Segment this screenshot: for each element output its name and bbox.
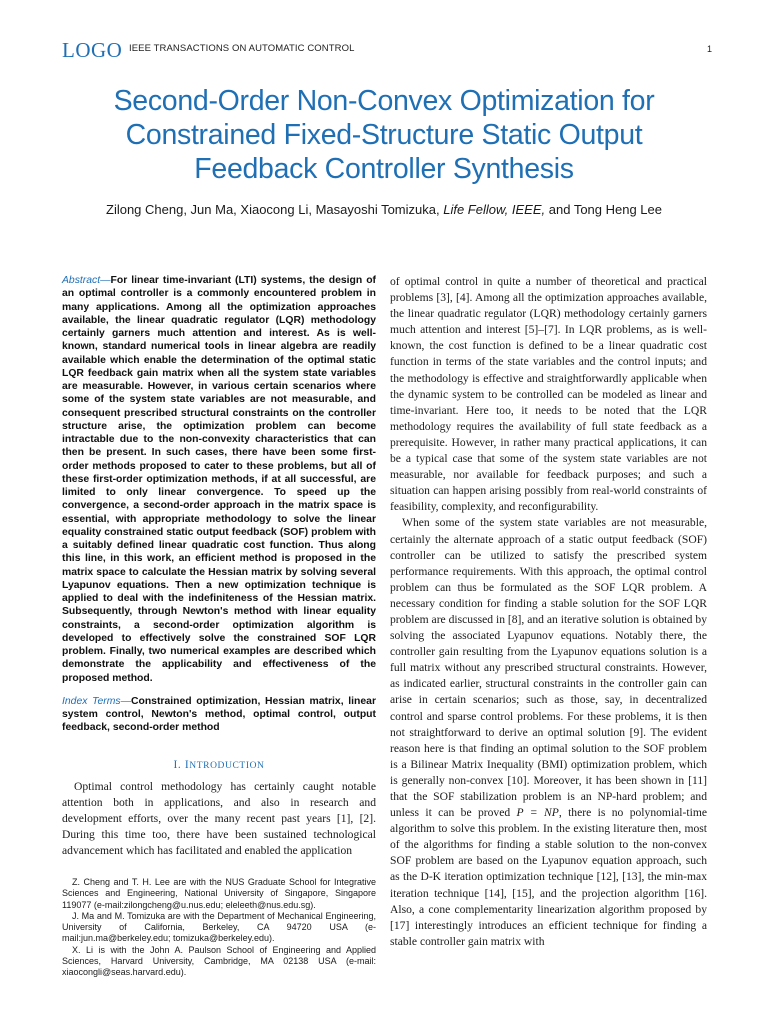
- abstract: [62, 274, 376, 685]
- body-text: When some of the system state variables are not measurable, certainly the alternate approach of a static output feedback (SOF) controller can be utilized to satisfy the prescribed system performance requirements. With this approach, the optimal control problem can thus be formulated as the SOF LQR problem. A necessary condition for finding a stable solution for the SOF LQR problem are discussed in [8], and an iterative solution is obtained by solving the associated Lyapunov equations. Notably there, the controller gain resulting from the Lyapunov equations solution is a full matrix without any prescribed structural constraints. However, as indicated earlier, structural constraints in the controller gain can arise in certain scenarios; such as those, say, in decentralized control and sparse control problems. For these problems, it is then not straightforward to derive an optimal solution [9]. The evident reason here is that finding an optimal solution to the SOF problem is a Bilinear Matrix Inequality (BMI) optimization problem, which is generally non-convex [10]. Moreover, it has been shown in [11] that the SOF stabilization problem is an NP-hard problem; and unless it can be proved: [390, 516, 707, 820]
- footnote: J. Ma and M. Tomizuka are with the Department of Mechanical Engineering, University of California, Berkeley, CA 94720 USA (e-mail:jun.ma@berkeley.edu; tomizuka@berkeley.edu).: [62, 910, 376, 944]
- title-line: Feedback Controller Synthesis: [194, 153, 574, 185]
- section-heading-introduction: [62, 759, 376, 771]
- author-last: and Tong Heng Lee: [548, 202, 662, 217]
- paper-title: [40, 84, 728, 186]
- section-title-rest: NTRODUCTION: [189, 760, 265, 771]
- body-text: , there is no polynomial-time algorithm to solve this problem. In the existing literature then, most of the algorithms for finding a stable solution to the non-convex SOF problem are based on the Lyapunov equation approach, such as the D-K iteration optimization technique [12], [13], the min-max iteration technique [14], [15], and the projection algorithm [16]. Also, a cone complementarity linearization algorithm proposed by [17] interestingly introduces an efficient technique for finding a stable controller gain matrix with: [390, 806, 707, 948]
- title-line: Constrained Fixed-Structure Static Output: [125, 119, 643, 151]
- abstract-heading: Abstract—: [62, 275, 111, 286]
- author-list: [40, 202, 728, 217]
- body-paragraph: [390, 515, 707, 950]
- right-column: [390, 274, 707, 950]
- title-line: Second-Order Non-Convex Optimization for: [113, 85, 655, 117]
- index-terms-heading: Index Terms—: [62, 695, 131, 707]
- page-number: 1: [706, 44, 712, 54]
- intro-paragraph: Optimal control methodology has certainly caught notable attention both in applications, and also in research and development efforts, over the many recent past years [1], [2]. During this time too, there have been sustained technological advancement which has facilitated and enabled the application: [62, 779, 376, 857]
- body-paragraph: of optimal control in quite a number of theoretical and practical problems [3], [4]. Among all the optimization approaches available, the linear quadratic regulator (LQR) methodology certainly garners much attention and interest [5]–[7]. In LQR problems, as is well-known, the cost function is defined to be a linear quadratic cost function in terms of the state variables and the control inputs; and the methodology is effective and straightforwardly applicable when the dynamic system to be controlled can be modeled as linear and time-invariant. Here too, it needs to be noted that the LQR methodology requires the availability of full state feedback as a prerequisite. However, in rather many practical applications, it can be a typical case that some of the system state variables are not measurable, nor available for feedback purposes; and such a situation can happen arising possibly from real-world constraints of feasibility, complexity, and reconfigurability.: [390, 275, 707, 514]
- math-expression: P = NP: [516, 806, 559, 820]
- author-role: Life Fellow, IEEE,: [443, 202, 546, 217]
- section-numeral: I.: [173, 758, 182, 771]
- footnote: X. Li is with the John A. Paulson School of Engineering and Applied Sciences, Harvard University, Cambridge, MA 02138 USA (e-mail: xiaocongli@seas.harvard.edu).: [62, 944, 376, 978]
- journal-name: IEEE TRANSACTIONS ON AUTOMATIC CONTROL: [129, 43, 355, 54]
- page-header: [62, 38, 712, 64]
- index-terms-text: Constrained optimization, Hessian matrix, linear system control, Newton's method, optimal control, output feedback, second-order method: [62, 695, 376, 734]
- abstract-text: For linear time-invariant (LTI) systems, the design of an optimal controller is a commonly encountered problem in many applications. Among all the optimization approaches available, the linear quadratic regulator (LQR) methodology certainly garners much attention and interest. As is well-known, standard numerical tools in linear algebra are readily available which enable the determination of the optimal static LQR feedback gain matrix when all the system state variables are measurable. However, in various certain scenarios where some of the system state variables are not measurable, and consequent prescribed structural constraints on the controller structure arise, the optimization problem can become intractable due to the non-convexity characteristics that can then be present. In such cases, there have been some first-order methods proposed to cater to these problems, but all of these first-order optimization methods, if at all successful, are limited to only linear convergence. To speed up the convergence, a second-order approach in the matrix space is essential, with appropriate methodology to solve the linear equality constrained static output feedback (SOF) problem with a suitably defined linear quadratic cost function. Thus along this line, in this work, an efficient method is proposed in the matrix space to calculate the Hessian matrix by solving several Lyapunov equations. Then a new optimization technique is applied to deal with the indefiniteness of the Hessian matrix. Subsequently, through Newton's method with linear equality constraints, a second-order optimization algorithm is developed to effectively solve the constrained SOF LQR problem. Finally, two numerical examples are described which demonstrate the applicability and effectiveness of the proposed method.: [62, 275, 376, 684]
- author-names: Zilong Cheng, Jun Ma, Xiaocong Li, Masayoshi Tomizuka,: [106, 202, 440, 217]
- footnote: Z. Cheng and T. H. Lee are with the NUS Graduate School for Integrative Sciences and Engineering, National University of Singapore, Singapore 119077 (e-mail:zilongcheng@u.nus.edu; eleleeth@nus.edu.sg).: [62, 876, 376, 910]
- index-terms: [62, 695, 376, 735]
- section-first-letter: I: [184, 758, 190, 771]
- journal-logo: LOGO: [62, 38, 123, 62]
- left-column: [62, 274, 376, 979]
